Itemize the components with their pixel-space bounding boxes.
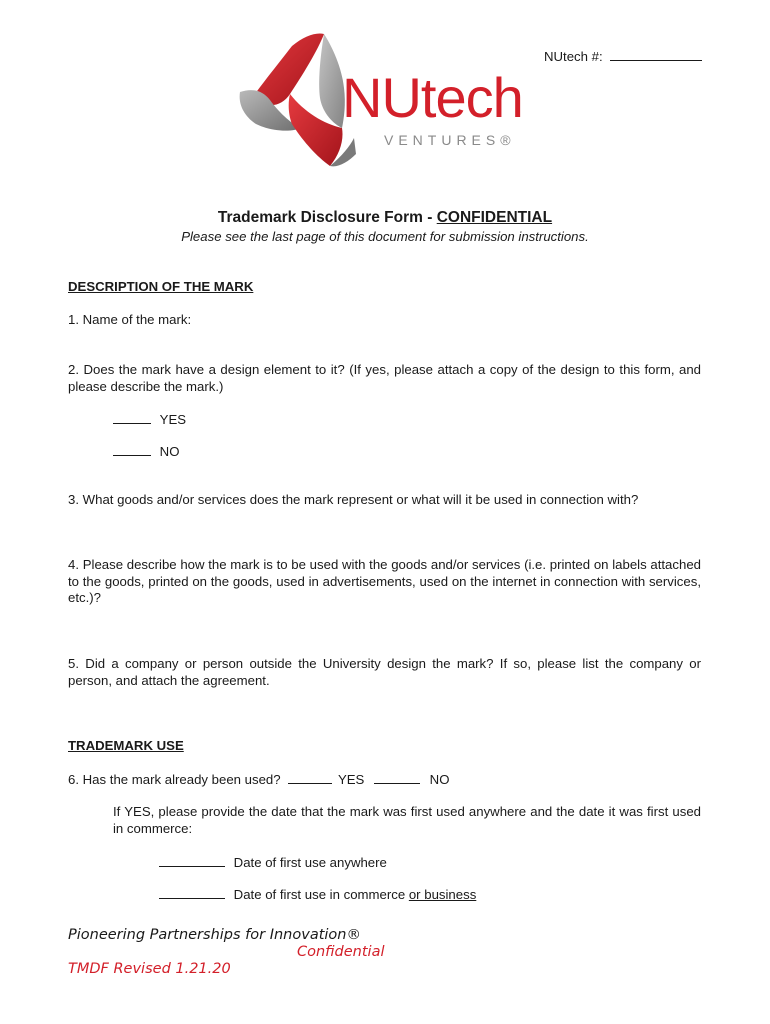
date-commerce-blank[interactable] [159,886,225,899]
q6-no-blank[interactable] [374,771,420,784]
page-subtitle: Please see the last page of this document for submission instructions. [181,229,589,244]
section-heading-description: DESCRIPTION OF THE MARK [68,279,254,294]
nutech-logo [232,28,542,173]
nutech-number-label: NUtech #: [544,49,603,64]
brand-name-bottom: VENTURES® [384,132,516,148]
q6-followup: If YES, please provide the date that the mark was first used anywhere and the date it was first used in commerce: [113,804,701,836]
date-first-use-anywhere [159,854,387,872]
question-2: 2. Does the mark have a design element to it? (If yes, please attach a copy of the design to this form, and please describe the mark.) [68,362,701,394]
section-heading-trademark-use: TRADEMARK USE [68,738,184,753]
q2-yes-label: YES [159,412,187,427]
brand-name-top [342,66,523,129]
footer-revision: TMDF Revised 1.21.20 [68,961,231,977]
nutech-number-blank[interactable] [610,48,702,61]
date-anywhere-blank[interactable] [159,854,225,867]
question-1: 1. Name of the mark: [68,312,192,327]
q2-yes-option [113,411,186,429]
date-anywhere-label: Date of first use anywhere [233,855,387,870]
brand-name-text: NUtech [342,66,523,129]
footer-confidential: Confidential [297,944,385,960]
question-5: 5. Did a company or person outside the University design the mark? If so, please list the company or person, and attach the agreement. [68,656,701,688]
question-4: 4. Please describe how the mark is to be used with the goods and/or services (i.e. printed on labels attached to the goods, printed on the goods, used in advertisements, used on the internet in connection with services, etc.)? [68,557,701,605]
title-main: Trademark Disclosure Form - [217,209,437,226]
q6-no-label: NO [429,772,450,787]
q6-yes-label: YES [337,772,365,787]
question-3: 3. What goods and/or services does the mark represent or what will it be used in connection with? [68,492,639,507]
page-title [0,209,770,227]
title-confidential: CONFIDENTIAL [436,209,553,226]
date-commerce-underlined: or business [408,887,477,902]
footer-tagline: Pioneering Partnerships for Innovation® [68,927,361,943]
q2-yes-blank[interactable] [113,411,151,424]
date-first-use-commerce [159,886,476,904]
date-commerce-label: Date of first use in commerce [233,887,409,902]
question-6 [68,771,449,789]
question-6-text: 6. Has the mark already been used? [68,772,281,787]
q2-no-label: NO [159,444,180,459]
q2-no-option [113,443,179,461]
nutech-number-field [544,48,702,66]
q2-no-blank[interactable] [113,443,151,456]
q6-yes-blank[interactable] [288,771,332,784]
